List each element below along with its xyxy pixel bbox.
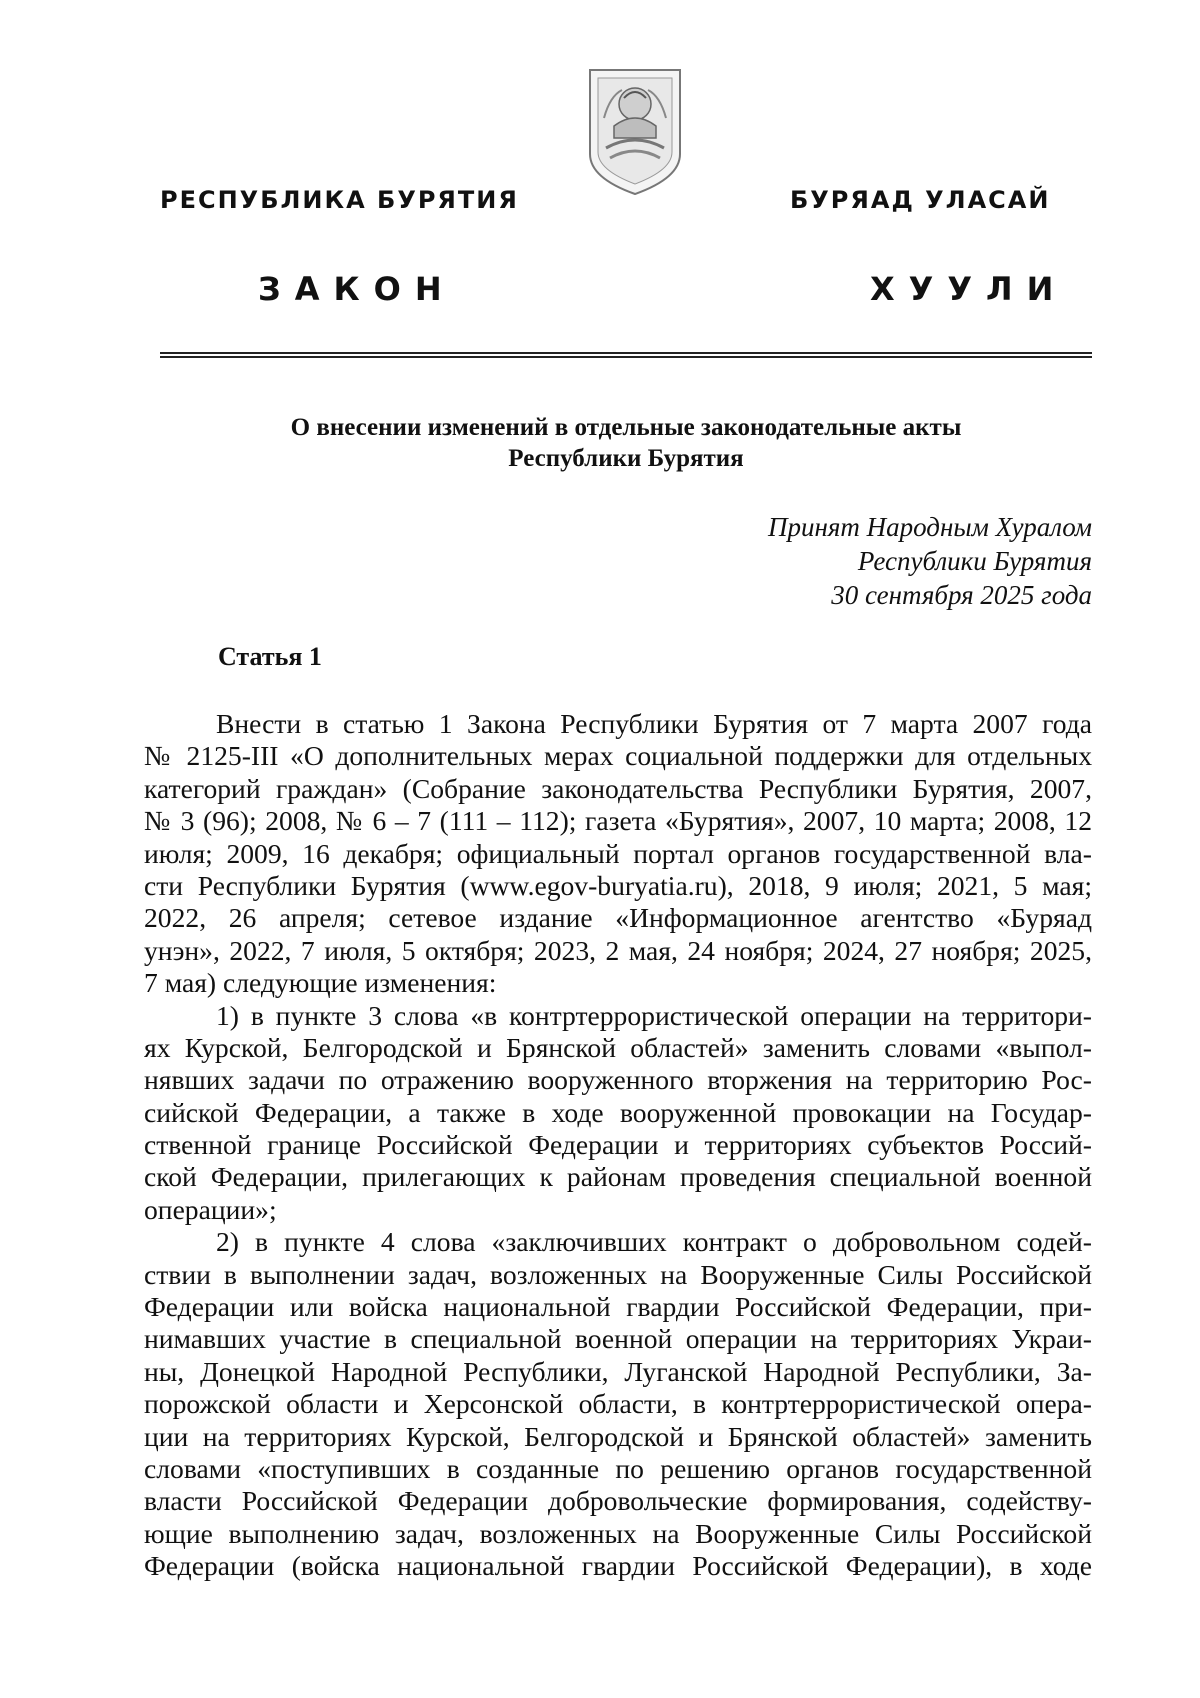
body-line: нимавших участие в специальной военной операции на территориях Украи- — [144, 1323, 1092, 1355]
body-line: ях Курской, Белгородской и Брянской областей» заменить словами «выпол- — [144, 1031, 1092, 1063]
body-line: ской Федерации, прилегающих к районам проведения специальной военной — [144, 1161, 1092, 1193]
article-body — [144, 708, 1092, 1583]
body-line: ны, Донецкой Народной Республики, Луганской Народной Республики, За- — [144, 1355, 1092, 1387]
adoption-line: Принят Народным Хуралом — [767, 512, 1092, 542]
body-line: ствии в выполнении задач, возложенных на Вооруженные Силы Российской — [144, 1258, 1092, 1290]
body-line: власти Российской Федерации добровольческие формирования, содейству- — [144, 1485, 1092, 1517]
law-label-buryat: ХУУЛИ — [870, 270, 1068, 308]
body-line: сийской Федерации, а также в ходе вооруженной провокации на Государ- — [144, 1096, 1092, 1128]
body-line: Федерации или войска национальной гвардии Российской Федерации, при- — [144, 1291, 1092, 1323]
title-line: О внесении изменений в отдельные законодательные акты — [290, 414, 962, 441]
body-line: ции на территориях Курской, Белгородской и Брянской областей» заменить — [144, 1420, 1092, 1452]
body-line: нявших задачи по отражению вооруженного вторжения на территорию Рос- — [144, 1064, 1092, 1096]
title-line: Республики Бурятия — [508, 445, 744, 472]
adoption-note — [768, 510, 1092, 612]
body-line: сти Республики Бурятия (www.egov-buryatia.ru), 2018, 9 июля; 2021, 5 мая; — [144, 869, 1092, 901]
body-line: № 3 (96); 2008, № 6 – 7 (111 – 112); газета «Бурятия», 2007, 10 марта; 2008, 12 — [144, 805, 1092, 837]
body-line: ющие выполнению задач, возложенных на Вооруженные Силы Российской — [144, 1517, 1092, 1549]
body-line: июля; 2009, 16 декабря; официальный портал органов государственной вла- — [144, 837, 1092, 869]
body-line: ственной границе Российской Федерации и территориях субъектов Россий- — [144, 1129, 1092, 1161]
body-line: 7 мая) следующие изменения: — [144, 967, 497, 999]
body-line: категорий граждан» (Собрание законодательства Республики Бурятия, 2007, — [144, 772, 1092, 804]
body-line: словами «поступивших в созданные по решению органов государственной — [144, 1452, 1092, 1484]
body-line: 2) в пункте 4 слова «заключивших контракт о добровольном содей- — [216, 1226, 1092, 1258]
body-line: № 2125-III «О дополнительных мерах социальной поддержки для отдельных — [144, 740, 1092, 772]
law-label-russian: ЗАКОН — [258, 270, 456, 308]
body-line: Федерации (войска национальной гвардии Российской Федерации), в ходе — [144, 1550, 1092, 1582]
body-line: Внести в статью 1 Закона Республики Бурятия от 7 марта 2007 года — [216, 708, 1092, 739]
body-line: операции»; — [144, 1193, 277, 1225]
republic-name-russian: РЕСПУБЛИКА БУРЯТИЯ — [160, 186, 519, 214]
body-line: порожской области и Херсонской области, в контртеррористической опера- — [144, 1388, 1092, 1420]
article-heading: Статья 1 — [218, 642, 322, 671]
body-line: 1) в пункте 3 слова «в контртеррористической операции на территори- — [216, 999, 1092, 1031]
body-line: унэн», 2022, 7 июля, 5 октября; 2023, 2 мая, 24 ноября; 2024, 27 ноября; 2025, — [144, 934, 1092, 966]
adoption-date: 30 сентября 2025 года — [831, 580, 1092, 610]
adoption-line: Республики Бурятия — [857, 546, 1092, 576]
document-title — [160, 412, 1092, 474]
header-divider — [160, 352, 1092, 358]
body-line: 2022, 26 апреля; сетевое издание «Информационное агентство «Буряад — [144, 902, 1092, 934]
coat-of-arms-icon — [586, 66, 684, 198]
republic-name-buryat: БУРЯАД УЛАСАЙ — [790, 186, 1051, 214]
